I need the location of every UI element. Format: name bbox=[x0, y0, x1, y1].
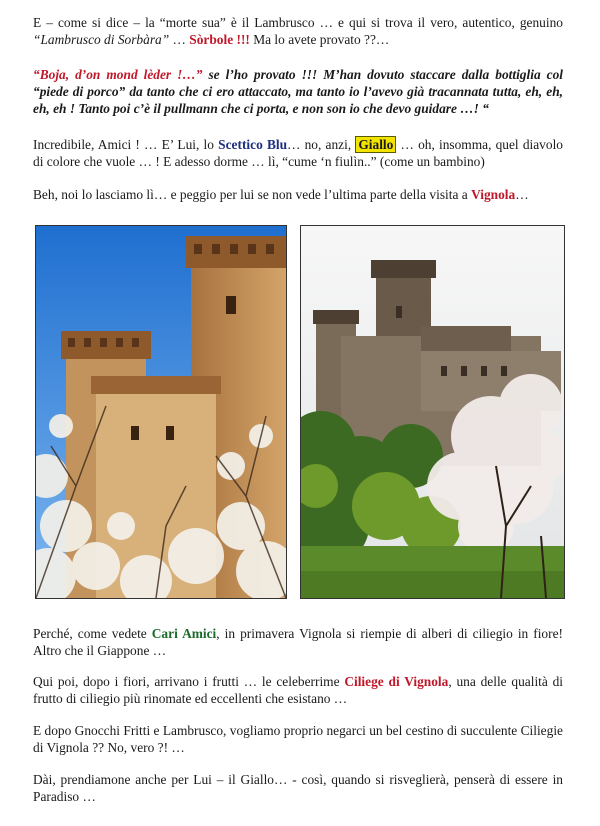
vignola-name: Vignola bbox=[471, 187, 516, 202]
cari-amici: Cari Amici bbox=[151, 626, 217, 641]
lambrusco-name: “Lambrusco di Sorbàra” bbox=[33, 32, 170, 47]
paragraph-paradiso bbox=[33, 771, 563, 805]
text: … no, anzi, bbox=[287, 137, 356, 152]
giallo-highlight: Giallo bbox=[355, 136, 396, 153]
text: Incredibile, Amici ! … E’ Lui, lo bbox=[33, 137, 219, 152]
text: E – come si dice – la “morte sua” è il Lambrusco … e qui si trova il vero, autentico, genuino bbox=[33, 15, 563, 30]
quote-text: se l’ho provato !!! M’han dovuto staccare dalla bottiglia col “piede di porco” da tanto che ci ero attaccato, ma tanto io l’avevo già tracannata tutta, eh, eh, eh, eh ! Tanto poi c’è il pullmann che ci porta, e non son io che devo guidare …! “ bbox=[33, 67, 563, 116]
text: … oh, insomma, quel diavolo di colore che vuole … ! E adesso dorme … lì, “cume ‘n fiulìn..” (come un bambino) bbox=[33, 137, 563, 169]
text: , in primavera Vignola si riempie di alberi di ciliegio in fiore! Altro che il Giappone … bbox=[33, 626, 563, 658]
paragraph-gnocchi bbox=[33, 722, 563, 756]
text: Dài, prendiamone anche per Lui – il Giallo… - così, quando si risveglierà, penserà di essere in Paradiso … bbox=[33, 772, 563, 804]
paragraph-ciliege bbox=[33, 673, 563, 707]
text: Beh, noi lo lasciamo lì… e peggio per lui se non vede l’ultima parte della visita a bbox=[33, 187, 472, 202]
ciliege-di-vignola: Ciliege di Vignola bbox=[344, 674, 449, 689]
sorbole-exclamation: Sòrbole !!! bbox=[189, 32, 250, 47]
paragraph-vignola bbox=[33, 186, 563, 203]
text: Qui poi, dopo i fiori, arrivano i frutti … le celeberrime bbox=[33, 674, 345, 689]
castle-photo-right bbox=[300, 225, 565, 599]
paragraph-quote bbox=[33, 66, 563, 117]
paragraph-lambrusco bbox=[33, 14, 563, 48]
paragraph-ciliegi bbox=[33, 625, 563, 659]
paragraph-scettico bbox=[33, 136, 563, 170]
text: … bbox=[169, 32, 190, 47]
castle-photo-left bbox=[35, 225, 287, 599]
text: Ma lo avete provato ??… bbox=[249, 32, 390, 47]
dialect-exclamation: “Boja, d’on mond lèder !…” bbox=[33, 67, 203, 82]
text: Perché, come vedete bbox=[33, 626, 152, 641]
text: E dopo Gnocchi Fritti e Lambrusco, vogliamo proprio negarci un bel cestino di succulente Ciliegie di Vignola ?? No, vero ?! … bbox=[33, 723, 563, 755]
text: , una delle qualità di frutto di ciliegio più rinomate ed eccellenti che esistano … bbox=[33, 674, 564, 706]
text: … bbox=[515, 187, 529, 202]
scettico-blu: Scettico Blu bbox=[218, 137, 288, 152]
